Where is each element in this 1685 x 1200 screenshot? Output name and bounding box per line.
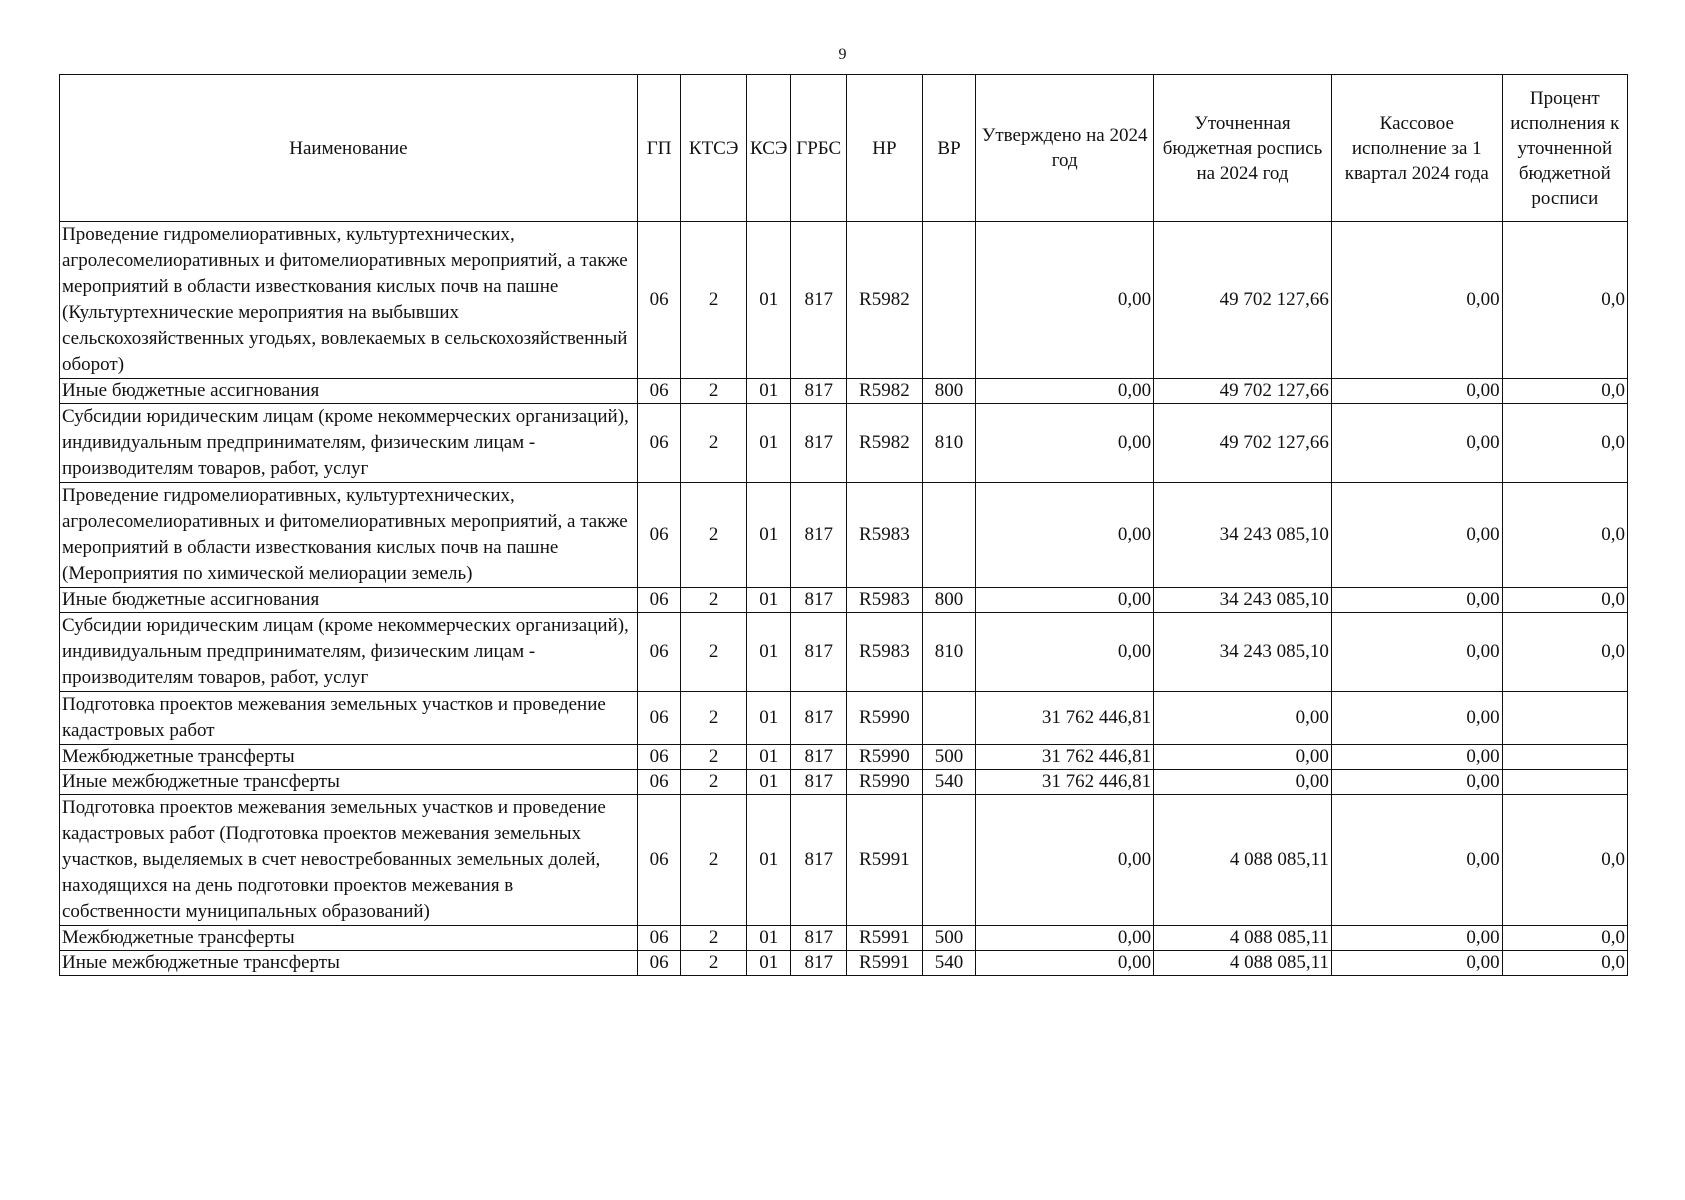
- cell-kse: 01: [746, 926, 790, 951]
- cell-nr: R5983: [847, 588, 923, 613]
- cell-refined: 34 243 085,10: [1154, 483, 1332, 588]
- cell-kse: 01: [746, 745, 790, 770]
- cell-name: Проведение гидромелиоративных, культуртехнических, агролесомелиоративных и фитомелиоративных мероприятий, а также мероприятий в области известкования кислых почв на пашне (Культуртехнические мероприятия на выбывших сельскохозяйственных угодьях, вовлекаемых в сельскохозяйственный оборот): [60, 222, 638, 379]
- cell-vr: 810: [922, 404, 976, 483]
- cell-ktse: 2: [681, 379, 747, 404]
- cell-kse: 01: [746, 588, 790, 613]
- cell-nr: R5982: [847, 379, 923, 404]
- cell-grbs: 817: [791, 613, 847, 692]
- cell-gp: 06: [637, 483, 680, 588]
- col-header-name: Наименование: [60, 75, 638, 222]
- cell-grbs: 817: [791, 222, 847, 379]
- cell-vr: 500: [922, 745, 976, 770]
- cell-nr: R5991: [847, 926, 923, 951]
- cell-vr: [922, 795, 976, 926]
- cell-gp: 06: [637, 951, 680, 976]
- cell-percent: 0,0: [1502, 404, 1627, 483]
- cell-nr: R5990: [847, 692, 923, 745]
- header-row: [60, 75, 1628, 222]
- cell-gp: 06: [637, 404, 680, 483]
- cell-name: Подготовка проектов межевания земельных участков и проведение кадастровых работ: [60, 692, 638, 745]
- cell-grbs: 817: [791, 379, 847, 404]
- cell-gp: 06: [637, 588, 680, 613]
- cell-cash: 0,00: [1331, 926, 1502, 951]
- cell-cash: 0,00: [1331, 795, 1502, 926]
- col-header-gp: ГП: [637, 75, 680, 222]
- budget-table: [59, 74, 1628, 976]
- table-row: [60, 222, 1628, 379]
- cell-percent: 0,0: [1502, 483, 1627, 588]
- table-row: [60, 613, 1628, 692]
- cell-ktse: 2: [681, 795, 747, 926]
- cell-ktse: 2: [681, 770, 747, 795]
- cell-cash: 0,00: [1331, 222, 1502, 379]
- cell-refined: 4 088 085,11: [1154, 951, 1332, 976]
- table-body: [60, 222, 1628, 976]
- cell-grbs: 817: [791, 588, 847, 613]
- col-header-kse: КСЭ: [746, 75, 790, 222]
- cell-refined: 4 088 085,11: [1154, 926, 1332, 951]
- cell-name: Иные бюджетные ассигнования: [60, 379, 638, 404]
- col-header-cash: Кассовое исполнение за 1 квартал 2024 года: [1331, 75, 1502, 222]
- cell-kse: 01: [746, 613, 790, 692]
- cell-name: Межбюджетные трансферты: [60, 926, 638, 951]
- table-row: [60, 692, 1628, 745]
- cell-grbs: 817: [791, 692, 847, 745]
- cell-grbs: 817: [791, 404, 847, 483]
- cell-gp: 06: [637, 745, 680, 770]
- cell-percent: 0,0: [1502, 613, 1627, 692]
- cell-approved: 31 762 446,81: [976, 745, 1154, 770]
- cell-gp: 06: [637, 379, 680, 404]
- table-row: [60, 795, 1628, 926]
- table-row: [60, 483, 1628, 588]
- cell-kse: 01: [746, 404, 790, 483]
- cell-vr: 500: [922, 926, 976, 951]
- cell-vr: 540: [922, 951, 976, 976]
- cell-kse: 01: [746, 770, 790, 795]
- table-row: [60, 404, 1628, 483]
- cell-vr: [922, 222, 976, 379]
- cell-nr: R5990: [847, 745, 923, 770]
- col-header-approved: Утверждено на 2024 год: [976, 75, 1154, 222]
- cell-vr: 800: [922, 379, 976, 404]
- col-header-nr: НР: [847, 75, 923, 222]
- col-header-refined: Уточненная бюджетная роспись на 2024 год: [1154, 75, 1332, 222]
- cell-cash: 0,00: [1331, 404, 1502, 483]
- cell-kse: 01: [746, 379, 790, 404]
- table-row: [60, 926, 1628, 951]
- table-row: [60, 770, 1628, 795]
- cell-percent: 0,0: [1502, 795, 1627, 926]
- cell-approved: 0,00: [976, 795, 1154, 926]
- cell-gp: 06: [637, 692, 680, 745]
- cell-percent: [1502, 770, 1627, 795]
- cell-percent: 0,0: [1502, 951, 1627, 976]
- table-row: [60, 379, 1628, 404]
- cell-gp: 06: [637, 795, 680, 926]
- cell-approved: 0,00: [976, 588, 1154, 613]
- cell-kse: 01: [746, 692, 790, 745]
- cell-cash: 0,00: [1331, 613, 1502, 692]
- cell-approved: 0,00: [976, 613, 1154, 692]
- cell-vr: 540: [922, 770, 976, 795]
- cell-approved: 0,00: [976, 951, 1154, 976]
- cell-cash: 0,00: [1331, 483, 1502, 588]
- cell-ktse: 2: [681, 951, 747, 976]
- cell-name: Проведение гидромелиоративных, культуртехнических, агролесомелиоративных и фитомелиоративных мероприятий, а также мероприятий в области известкования кислых почв на пашне (Мероприятия по химической мелиорации земель): [60, 483, 638, 588]
- cell-percent: 0,0: [1502, 588, 1627, 613]
- cell-cash: 0,00: [1331, 951, 1502, 976]
- cell-cash: 0,00: [1331, 770, 1502, 795]
- cell-cash: 0,00: [1331, 745, 1502, 770]
- cell-grbs: 817: [791, 795, 847, 926]
- cell-approved: 0,00: [976, 222, 1154, 379]
- cell-refined: 49 702 127,66: [1154, 222, 1332, 379]
- table-row: [60, 951, 1628, 976]
- cell-cash: 0,00: [1331, 379, 1502, 404]
- cell-cash: 0,00: [1331, 588, 1502, 613]
- col-header-ktse: КТСЭ: [681, 75, 747, 222]
- cell-nr: R5990: [847, 770, 923, 795]
- cell-grbs: 817: [791, 745, 847, 770]
- cell-nr: R5991: [847, 795, 923, 926]
- cell-nr: R5982: [847, 222, 923, 379]
- cell-approved: 0,00: [976, 483, 1154, 588]
- cell-vr: [922, 483, 976, 588]
- cell-percent: [1502, 745, 1627, 770]
- cell-kse: 01: [746, 222, 790, 379]
- cell-approved: 0,00: [976, 404, 1154, 483]
- cell-name: Иные межбюджетные трансферты: [60, 770, 638, 795]
- cell-percent: [1502, 692, 1627, 745]
- cell-kse: 01: [746, 951, 790, 976]
- cell-kse: 01: [746, 483, 790, 588]
- cell-percent: 0,0: [1502, 379, 1627, 404]
- cell-name: Иные бюджетные ассигнования: [60, 588, 638, 613]
- cell-gp: 06: [637, 613, 680, 692]
- cell-approved: 31 762 446,81: [976, 770, 1154, 795]
- cell-name: Субсидии юридическим лицам (кроме некоммерческих организаций), индивидуальным предпринимателям, физическим лицам - производителям товаров, работ, услуг: [60, 404, 638, 483]
- cell-refined: 0,00: [1154, 745, 1332, 770]
- cell-approved: 31 762 446,81: [976, 692, 1154, 745]
- cell-nr: R5983: [847, 613, 923, 692]
- col-header-grbs: ГРБС: [791, 75, 847, 222]
- cell-percent: 0,0: [1502, 222, 1627, 379]
- cell-grbs: 817: [791, 770, 847, 795]
- cell-name: Субсидии юридическим лицам (кроме некоммерческих организаций), индивидуальным предпринимателям, физическим лицам - производителям товаров, работ, услуг: [60, 613, 638, 692]
- cell-refined: 34 243 085,10: [1154, 588, 1332, 613]
- cell-vr: [922, 692, 976, 745]
- cell-approved: 0,00: [976, 379, 1154, 404]
- cell-grbs: 817: [791, 926, 847, 951]
- cell-refined: 49 702 127,66: [1154, 379, 1332, 404]
- cell-name: Подготовка проектов межевания земельных участков и проведение кадастровых работ (Подготовка проектов межевания земельных участков, выделяемых в счет невостребованных земельных долей, находящихся на день подготовки проектов межевания в собственности муниципальных образований): [60, 795, 638, 926]
- col-header-vr: ВР: [922, 75, 976, 222]
- cell-refined: 4 088 085,11: [1154, 795, 1332, 926]
- col-header-percent: Процент исполнения к уточненной бюджетной росписи: [1502, 75, 1627, 222]
- cell-refined: 0,00: [1154, 770, 1332, 795]
- cell-gp: 06: [637, 926, 680, 951]
- cell-ktse: 2: [681, 483, 747, 588]
- cell-gp: 06: [637, 770, 680, 795]
- cell-percent: 0,0: [1502, 926, 1627, 951]
- cell-ktse: 2: [681, 692, 747, 745]
- cell-name: Иные межбюджетные трансферты: [60, 951, 638, 976]
- cell-ktse: 2: [681, 222, 747, 379]
- cell-vr: 810: [922, 613, 976, 692]
- cell-grbs: 817: [791, 483, 847, 588]
- cell-kse: 01: [746, 795, 790, 926]
- cell-grbs: 817: [791, 951, 847, 976]
- page-number: 9: [838, 46, 847, 63]
- cell-ktse: 2: [681, 613, 747, 692]
- cell-approved: 0,00: [976, 926, 1154, 951]
- cell-nr: R5991: [847, 951, 923, 976]
- cell-refined: 0,00: [1154, 692, 1332, 745]
- cell-nr: R5983: [847, 483, 923, 588]
- cell-refined: 49 702 127,66: [1154, 404, 1332, 483]
- cell-nr: R5982: [847, 404, 923, 483]
- cell-gp: 06: [637, 222, 680, 379]
- table-row: [60, 745, 1628, 770]
- cell-ktse: 2: [681, 926, 747, 951]
- cell-name: Межбюджетные трансферты: [60, 745, 638, 770]
- table-row: [60, 588, 1628, 613]
- cell-ktse: 2: [681, 588, 747, 613]
- cell-cash: 0,00: [1331, 692, 1502, 745]
- cell-ktse: 2: [681, 404, 747, 483]
- cell-ktse: 2: [681, 745, 747, 770]
- cell-vr: 800: [922, 588, 976, 613]
- cell-refined: 34 243 085,10: [1154, 613, 1332, 692]
